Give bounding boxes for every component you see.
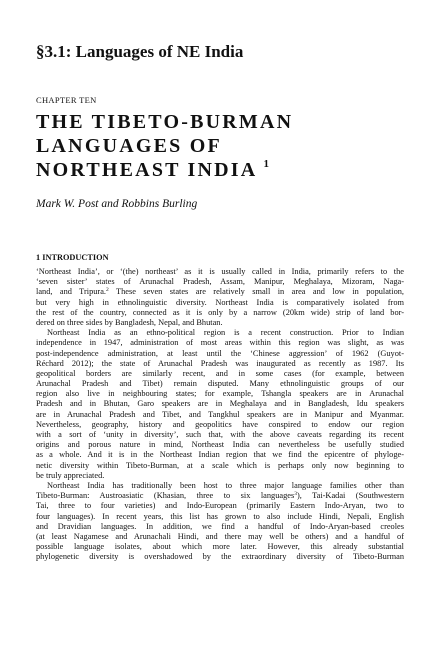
text-line: geopolitical borders are similarly recent, and in some cases (for example, between	[36, 368, 404, 378]
text-line: Northeast India as an ethno-political region is a recent construction. Prior to Indian	[47, 328, 404, 338]
footnote-mark[interactable]: 1	[263, 158, 270, 170]
text-line: are in Arunachal Pradesh and Tibet, and Tangkhul speakers are in Manipur and Myanmar.	[36, 409, 404, 419]
chapter-title-line: NORTHEAST INDIA $^1$	[36, 158, 270, 181]
text-line: phylogenetic diversity is overshadowed by the extraordinary diversity of Tibeto-Burman	[36, 552, 404, 562]
chapter-authors: Mark W. Post and Robbins Burling	[36, 198, 198, 210]
footnote-mark[interactable]: 2	[106, 287, 109, 294]
text-line: Nevertheless, geography, history and geopolitics have conspired to endow our region	[36, 419, 404, 429]
text-line: be truly appreciated.	[36, 470, 105, 480]
text-line: Tai, three to four varieties) and Indo-European (primarily Eastern Indo-Aryan, two to	[36, 501, 404, 511]
text-line: netic diversity within Tibeto-Burman, at a scale which is perhaps only now beginning to	[36, 460, 404, 470]
chapter-title-line: THE TIBETO-BURMAN	[36, 111, 294, 133]
body-text	[36, 267, 404, 562]
text-line: Réchard 2012); the state of Arunachal Pradesh was inaugurated as recently as 1987. Its	[36, 358, 404, 368]
text-line: and Dravidian languages. In addition, we find a handful of Indo-Aryan-based creoles	[36, 521, 404, 531]
text-line: dered on three sides by Bangladesh, Nepal, and Bhutan.	[36, 317, 223, 327]
text-line: (at least Nagamese and Arunachali Hindi, and there may well be others) and a handful of	[36, 531, 404, 541]
text-line: ‘Northeast India’, or ‘(the) northeast’ as it is usually called in India, primarily refers to the	[36, 267, 404, 276]
text-line: independence in 1947, administration of most areas within this region was slight, as was	[36, 338, 404, 348]
text-line: ‘seven sister’ states of Arunachal Pradesh, Assam, Manipur, Meghalaya, Mizoram, Naga-	[36, 277, 404, 287]
chapter-title-line: LANGUAGES OF	[36, 135, 222, 157]
text-line: post-independence administration, at least until the ‘Chinese aggression’ of 1962 (Guyot-	[36, 348, 404, 358]
text-line: region also live in neighbouring states; for example, Tshangla speakers are in Arunachal	[36, 389, 404, 399]
chapter-title	[36, 110, 293, 182]
text-line: the rest of the country, connected as it is only by a narrow (20km wide) strip of land bor-	[36, 307, 404, 317]
text-line: Northeast India has traditionally been host to three major language families other than	[47, 480, 404, 490]
text-line: Arunachal Pradesh and Tibet) remain disputed. Many ethnolinguistic groups of our	[36, 379, 404, 389]
text-line: with a sort of ‘unity in diversity’, such that, with the above caveats regarding its recent	[36, 430, 404, 439]
footnote-mark[interactable]: 3	[294, 491, 297, 498]
text-line: but very high in ethnolinguistic diversity. Northeast India is comparatively isolated from	[36, 297, 404, 307]
text-line: four languages). In recent years, this list has grown to also include Hindi, Nepali, English	[36, 511, 404, 521]
text-line: origins and porous nature in mind, Northeast India can nevertheless be usefully studied	[36, 440, 404, 450]
text-line: possible language isolates, about which more later. However, this already substantial	[36, 542, 404, 552]
chapter-label: CHAPTER TEN	[36, 95, 97, 105]
text-line: land, and Tripura.$^2$ These seven states are relatively small in area and low in population,	[36, 287, 404, 297]
text-line: Tibeto-Burman: Austroasiatic (Khasian, three to six languages$^3$), Tai-Kadai (Southwestern	[36, 491, 404, 501]
section-heading: §3.1: Languages of NE India	[36, 42, 244, 61]
text-line: as a whole. And it is in the Northeast Indian region that we find the epicentre of phyloge-	[36, 450, 404, 460]
section-heading-introduction: 1 INTRODUCTION	[36, 253, 109, 262]
text-line: Pradesh and in Bhutan, Garo speakers are in Meghalaya and in Bangladesh, Idu speakers	[36, 399, 404, 409]
